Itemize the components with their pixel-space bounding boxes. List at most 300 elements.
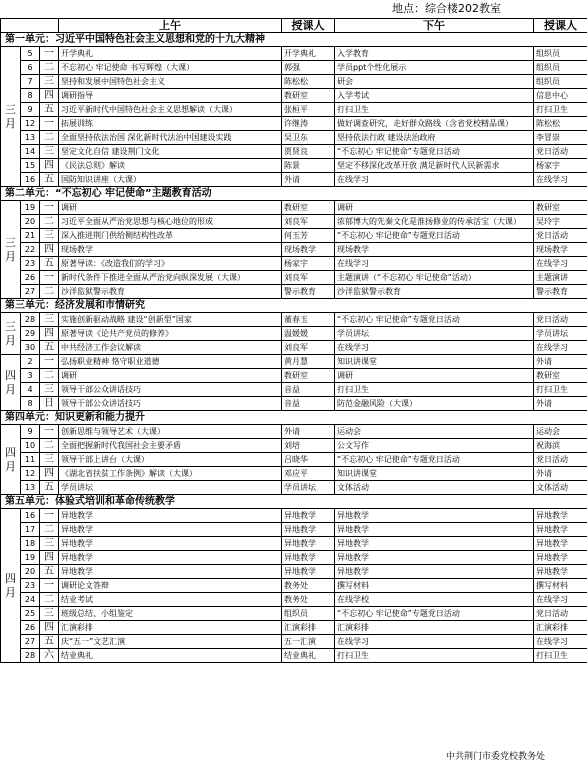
schedule-row xyxy=(1,565,587,579)
unit-title: 第四单元：知识更新和能力提升 xyxy=(1,411,587,425)
schedule-row xyxy=(1,313,587,327)
cell-morning-teacher: 黄月慧 xyxy=(282,355,335,369)
footer-organizer: 中共荆门市委党校教务处 xyxy=(445,752,545,762)
month-label: 四月 xyxy=(1,509,21,663)
cell-afternoon-teacher: 异地教学 xyxy=(534,523,587,537)
cell-afternoon-teacher: 在线学习 xyxy=(534,341,587,355)
cell-weekday: 五 xyxy=(40,257,59,271)
cell-afternoon-course: 打扫卫生 xyxy=(335,103,534,117)
header-teacher-am: 授课人 xyxy=(282,19,335,33)
cell-morning-teacher: 何玉芳 xyxy=(282,229,335,243)
cell-morning-teacher: 组织员 xyxy=(282,607,335,621)
cell-morning-course: 异地教学 xyxy=(59,523,282,537)
schedule-row xyxy=(1,537,587,551)
cell-date: 21 xyxy=(21,229,40,243)
cell-morning-course: 开学典礼 xyxy=(59,47,282,61)
cell-morning-course: 沙洋监狱警示教育 xyxy=(59,285,282,299)
cell-morning-course: 习近平新时代中国特色社会主义思想解读（大课） xyxy=(59,103,282,117)
cell-weekday: 一 xyxy=(40,579,59,593)
schedule-row xyxy=(1,467,587,481)
cell-morning-teacher: 外请 xyxy=(282,425,335,439)
cell-afternoon-course: 撰写材料 xyxy=(335,579,534,593)
schedule-row xyxy=(1,397,587,411)
unit-row xyxy=(1,187,587,201)
cell-date: 9 xyxy=(21,103,40,117)
cell-afternoon-course: 在线学习 xyxy=(335,173,534,187)
schedule-row xyxy=(1,551,587,565)
month-label: 三月 xyxy=(1,47,21,187)
cell-afternoon-teacher: 李冒崇 xyxy=(534,131,587,145)
cell-weekday: 一 xyxy=(40,425,59,439)
cell-weekday: 一 xyxy=(40,117,59,131)
cell-afternoon-course: 调研 xyxy=(335,201,534,215)
unit-title: 第三单元：经济发展和市情研究 xyxy=(1,299,587,313)
cell-morning-course: 异地教学 xyxy=(59,565,282,579)
cell-afternoon-course: 做好调查研究，走好群众路线（含省党校精品课） xyxy=(335,117,534,131)
cell-afternoon-teacher: 学员讲坛 xyxy=(534,327,587,341)
cell-date: 6 xyxy=(21,61,40,75)
cell-date: 19 xyxy=(21,201,40,215)
schedule-body xyxy=(1,33,587,663)
cell-afternoon-teacher: 警示教育 xyxy=(534,285,587,299)
cell-morning-course: 调研论文答辩 xyxy=(59,579,282,593)
cell-morning-teacher: 异地教学 xyxy=(282,565,335,579)
cell-afternoon-teacher: 组织员 xyxy=(534,61,587,75)
cell-afternoon-course: 打扫卫生 xyxy=(335,383,534,397)
cell-afternoon-teacher: 在线学习 xyxy=(534,593,587,607)
cell-afternoon-teacher: 打扫卫生 xyxy=(534,103,587,117)
cell-morning-teacher: 教务处 xyxy=(282,579,335,593)
cell-morning-course: 坚定文化自信 建设荆门文化 xyxy=(59,145,282,159)
schedule-row xyxy=(1,229,587,243)
cell-afternoon-course: “不忘初心 牢记使命”专题党日活动 xyxy=(335,145,534,159)
schedule-row xyxy=(1,75,587,89)
cell-weekday: 二 xyxy=(40,215,59,229)
cell-afternoon-course: 异地教学 xyxy=(335,537,534,551)
cell-afternoon-teacher: 异地教学 xyxy=(534,537,587,551)
cell-morning-teacher: 教研室 xyxy=(282,201,335,215)
cell-morning-course: 不忘初心 牢记使命 书写辉煌（大课） xyxy=(59,61,282,75)
cell-date: 28 xyxy=(21,649,40,663)
schedule-row xyxy=(1,635,587,649)
cell-afternoon-course: 现场教学 xyxy=(335,243,534,257)
cell-afternoon-teacher: 教研室 xyxy=(534,369,587,383)
month-label: 三月 xyxy=(1,201,21,299)
cell-morning-course: 领导干部上讲台（大课） xyxy=(59,453,282,467)
cell-afternoon-teacher: 信息中心 xyxy=(534,89,587,103)
cell-afternoon-teacher: 在线学习 xyxy=(534,173,587,187)
cell-morning-teacher: 郭强 xyxy=(282,61,335,75)
cell-date: 4 xyxy=(21,383,40,397)
cell-morning-teacher: 异地教学 xyxy=(282,551,335,565)
cell-afternoon-course: “不忘初心 牢记使命”专题党日活动 xyxy=(335,313,534,327)
cell-afternoon-course: 防范金融风险（大课） xyxy=(335,397,534,411)
cell-afternoon-teacher: 异地教学 xyxy=(534,565,587,579)
cell-afternoon-teacher: 主题演讲 xyxy=(534,271,587,285)
cell-afternoon-teacher: 教研室 xyxy=(534,201,587,215)
schedule-row xyxy=(1,201,587,215)
location-label: 地点：综合楼202教室 xyxy=(392,2,501,15)
cell-weekday: 日 xyxy=(40,397,59,411)
cell-morning-teacher: 教研室 xyxy=(282,89,335,103)
schedule-row xyxy=(1,47,587,61)
cell-afternoon-teacher: 杨家宇 xyxy=(534,159,587,173)
schedule-row xyxy=(1,145,587,159)
schedule-row xyxy=(1,117,587,131)
cell-date: 29 xyxy=(21,327,40,341)
cell-afternoon-course: 主题演讲（“不忘初心 牢记使命”活动） xyxy=(335,271,534,285)
cell-afternoon-teacher: 在线学习 xyxy=(534,257,587,271)
cell-morning-teacher: 许继涛 xyxy=(282,117,335,131)
cell-morning-teacher: 异地教学 xyxy=(282,537,335,551)
cell-afternoon-teacher: 打扫卫生 xyxy=(534,649,587,663)
cell-morning-course: 新时代条件下推进全面从严治党向纵深发展（大课） xyxy=(59,271,282,285)
cell-afternoon-course: 坚持依法行政 建设法治政府 xyxy=(335,131,534,145)
cell-morning-teacher: 学员讲坛 xyxy=(282,481,335,495)
cell-morning-teacher: 吴卫东 xyxy=(282,131,335,145)
cell-weekday: 六 xyxy=(40,649,59,663)
schedule-row xyxy=(1,285,587,299)
schedule-row xyxy=(1,509,587,523)
cell-weekday: 一 xyxy=(40,271,59,285)
cell-afternoon-course: 知识讲课堂 xyxy=(335,355,534,369)
cell-weekday: 二 xyxy=(40,369,59,383)
cell-weekday: 五 xyxy=(40,565,59,579)
cell-afternoon-teacher: 组织员 xyxy=(534,75,587,89)
cell-weekday: 四 xyxy=(40,621,59,635)
schedule-row xyxy=(1,481,587,495)
cell-weekday: 三 xyxy=(40,313,59,327)
cell-weekday: 二 xyxy=(40,61,59,75)
schedule-row xyxy=(1,579,587,593)
cell-weekday: 四 xyxy=(40,551,59,565)
schedule-row xyxy=(1,61,587,75)
cell-date: 12 xyxy=(21,117,40,131)
cell-weekday: 五 xyxy=(40,635,59,649)
schedule-row xyxy=(1,649,587,663)
cell-morning-course: 调研 xyxy=(59,201,282,215)
cell-morning-teacher: 董春玉 xyxy=(282,313,335,327)
cell-morning-teacher: 贾贤良 xyxy=(282,145,335,159)
unit-title: 第二单元：“不忘初心 牢记使命”主题教育活动 xyxy=(1,187,587,201)
cell-morning-teacher: 刘培 xyxy=(282,439,335,453)
cell-afternoon-course: 汇演彩排 xyxy=(335,621,534,635)
cell-morning-course: 实施创新驱动战略 建设“创新型”国家 xyxy=(59,313,282,327)
cell-date: 27 xyxy=(21,285,40,299)
cell-afternoon-course: 知识讲课堂 xyxy=(335,467,534,481)
cell-weekday: 四 xyxy=(40,467,59,481)
cell-afternoon-course: 异地教学 xyxy=(335,509,534,523)
cell-morning-course: 国防知识讲座（大课） xyxy=(59,173,282,187)
cell-afternoon-course: 学员ppt个性化展示 xyxy=(335,61,534,75)
cell-morning-teacher: 陈景 xyxy=(282,159,335,173)
schedule-row xyxy=(1,159,587,173)
cell-morning-course: 班级总结、小组鉴定 xyxy=(59,607,282,621)
cell-afternoon-teacher: 汇演彩排 xyxy=(534,621,587,635)
cell-date: 25 xyxy=(21,607,40,621)
cell-morning-teacher: 教务处 xyxy=(282,593,335,607)
cell-morning-course: 全面坚持依法治国 深化新时代法治中国建设实践 xyxy=(59,131,282,145)
unit-row xyxy=(1,495,587,509)
cell-morning-teacher: 刘良军 xyxy=(282,215,335,229)
schedule-row xyxy=(1,341,587,355)
cell-weekday: 一 xyxy=(40,201,59,215)
cell-weekday: 五 xyxy=(40,173,59,187)
cell-afternoon-teacher: 党日活动 xyxy=(534,453,587,467)
cell-weekday: 四 xyxy=(40,89,59,103)
cell-date: 24 xyxy=(21,593,40,607)
cell-weekday: 三 xyxy=(40,607,59,621)
cell-morning-course: 结业考试 xyxy=(59,593,282,607)
cell-afternoon-teacher: 在线学习 xyxy=(534,635,587,649)
cell-date: 26 xyxy=(21,271,40,285)
cell-weekday: 二 xyxy=(40,439,59,453)
cell-morning-course: 学员讲坛 xyxy=(59,481,282,495)
cell-afternoon-course: 异地教学 xyxy=(335,565,534,579)
schedule-row xyxy=(1,173,587,187)
cell-date: 13 xyxy=(21,131,40,145)
cell-afternoon-teacher: 现场教学 xyxy=(534,243,587,257)
cell-weekday: 三 xyxy=(40,537,59,551)
schedule-row xyxy=(1,89,587,103)
cell-morning-course: 原著导读《论共产党员的修养》 xyxy=(59,327,282,341)
cell-afternoon-teacher: 撰写材料 xyxy=(534,579,587,593)
cell-date: 26 xyxy=(21,621,40,635)
schedule-row xyxy=(1,425,587,439)
cell-date: 12 xyxy=(21,467,40,481)
cell-morning-course: 《湖北省扶贫工作条例》解读（大课） xyxy=(59,467,282,481)
cell-morning-teacher: 异地教学 xyxy=(282,523,335,537)
cell-date: 15 xyxy=(21,159,40,173)
schedule-row xyxy=(1,523,587,537)
cell-morning-course: 调研指导 xyxy=(59,89,282,103)
cell-morning-teacher: 五一汇演 xyxy=(282,635,335,649)
cell-weekday: 四 xyxy=(40,327,59,341)
cell-afternoon-course: 坚定不移深化改革开放 满足新时代人民新需求 xyxy=(335,159,534,173)
cell-morning-course: 异地教学 xyxy=(59,551,282,565)
cell-afternoon-course: 文体活动 xyxy=(335,481,534,495)
cell-date: 16 xyxy=(21,509,40,523)
cell-morning-course: 领导干部公众讲话技巧 xyxy=(59,383,282,397)
cell-date: 20 xyxy=(21,215,40,229)
schedule-table xyxy=(0,18,587,663)
schedule-row xyxy=(1,243,587,257)
cell-morning-teacher: 外请 xyxy=(282,173,335,187)
cell-afternoon-teacher: 陈松松 xyxy=(534,117,587,131)
schedule-row xyxy=(1,271,587,285)
cell-weekday: 一 xyxy=(40,355,59,369)
cell-weekday: 三 xyxy=(40,229,59,243)
schedule-row xyxy=(1,621,587,635)
cell-morning-course: 创新思维与领导艺术（大课） xyxy=(59,425,282,439)
cell-morning-teacher: 教研室 xyxy=(282,369,335,383)
cell-afternoon-teacher: 党日活动 xyxy=(534,229,587,243)
cell-afternoon-course: 在线学习 xyxy=(335,257,534,271)
schedule-row xyxy=(1,131,587,145)
cell-afternoon-teacher: 打扫卫生 xyxy=(534,383,587,397)
schedule-row xyxy=(1,355,587,369)
schedule-row xyxy=(1,369,587,383)
cell-weekday: 五 xyxy=(40,341,59,355)
month-label: 三月 xyxy=(1,313,21,355)
cell-date: 27 xyxy=(21,635,40,649)
schedule-row xyxy=(1,439,587,453)
cell-date: 28 xyxy=(21,313,40,327)
cell-afternoon-course: 研会 xyxy=(335,75,534,89)
header-blank xyxy=(1,19,59,33)
cell-morning-teacher: 刘良军 xyxy=(282,271,335,285)
cell-morning-teacher: 音益 xyxy=(282,397,335,411)
cell-afternoon-course: “不忘初心 牢记使命”专题党日活动 xyxy=(335,607,534,621)
header-row xyxy=(1,19,587,33)
cell-afternoon-course: 异地教学 xyxy=(335,551,534,565)
cell-afternoon-teacher: 党日活动 xyxy=(534,145,587,159)
cell-afternoon-course: 在线学习 xyxy=(335,341,534,355)
cell-date: 20 xyxy=(21,565,40,579)
cell-date: 16 xyxy=(21,173,40,187)
schedule-row xyxy=(1,607,587,621)
month-label: 四月 xyxy=(1,425,21,495)
cell-morning-course: 现场教学 xyxy=(59,243,282,257)
cell-date: 14 xyxy=(21,145,40,159)
cell-date: 11 xyxy=(21,453,40,467)
cell-date: 22 xyxy=(21,243,40,257)
cell-afternoon-course: 入学教育 xyxy=(335,47,534,61)
cell-afternoon-teacher: 文体活动 xyxy=(534,481,587,495)
cell-morning-course: 领导干部公众讲话技巧 xyxy=(59,397,282,411)
cell-morning-course: 异地教学 xyxy=(59,537,282,551)
schedule-row xyxy=(1,257,587,271)
cell-date: 19 xyxy=(21,551,40,565)
cell-morning-course: 习近平全面从严治党思想与核心地位的形成 xyxy=(59,215,282,229)
cell-morning-course: 坚持和发展中国特色社会主义 xyxy=(59,75,282,89)
cell-morning-course: 调研 xyxy=(59,369,282,383)
cell-weekday: 三 xyxy=(40,453,59,467)
cell-morning-teacher: 异地教学 xyxy=(282,509,335,523)
cell-weekday: 五 xyxy=(40,481,59,495)
cell-morning-teacher: 吕晓华 xyxy=(282,453,335,467)
cell-morning-course: 庆“五一”文艺汇演 xyxy=(59,635,282,649)
cell-date: 10 xyxy=(21,439,40,453)
cell-weekday: 一 xyxy=(40,47,59,61)
cell-morning-course: 拓展训练 xyxy=(59,117,282,131)
cell-date: 7 xyxy=(21,75,40,89)
cell-morning-course: 全面把握新时代我国社会主要矛盾 xyxy=(59,439,282,453)
cell-afternoon-teacher: 组织员 xyxy=(534,47,587,61)
cell-weekday: 三 xyxy=(40,75,59,89)
cell-afternoon-course: 入学考试 xyxy=(335,89,534,103)
cell-date: 17 xyxy=(21,523,40,537)
cell-afternoon-teacher: 异地教学 xyxy=(534,509,587,523)
cell-date: 8 xyxy=(21,89,40,103)
cell-date: 9 xyxy=(21,425,40,439)
month-label: 四月 xyxy=(1,355,21,411)
unit-title: 第一单元：习近平中国特色社会主义思想和党的十九大精神 xyxy=(1,33,587,47)
schedule-row xyxy=(1,593,587,607)
cell-morning-teacher: 开学典礼 xyxy=(282,47,335,61)
cell-morning-course: 结业典礼 xyxy=(59,649,282,663)
cell-morning-teacher: 邓应平 xyxy=(282,467,335,481)
cell-afternoon-course: 公文写作 xyxy=(335,439,534,453)
header-teacher-pm: 授课人 xyxy=(534,19,587,33)
header-morning: 上午 xyxy=(59,19,282,33)
cell-date: 3 xyxy=(21,369,40,383)
cell-morning-course: 深入推进荆门供给侧结构性改革 xyxy=(59,229,282,243)
unit-row xyxy=(1,299,587,313)
cell-date: 13 xyxy=(21,481,40,495)
cell-weekday: 四 xyxy=(40,159,59,173)
cell-morning-teacher: 音益 xyxy=(282,383,335,397)
schedule-row xyxy=(1,383,587,397)
unit-row xyxy=(1,411,587,425)
cell-afternoon-course: “不忘初心 牢记使命”专题党日活动 xyxy=(335,453,534,467)
cell-morning-teacher: 陈松松 xyxy=(282,75,335,89)
cell-date: 5 xyxy=(21,47,40,61)
cell-afternoon-teacher: 外请 xyxy=(534,355,587,369)
cell-afternoon-course: 浓郁博大的先秦文化是淮扬修业的传承活宝（大课） xyxy=(335,215,534,229)
cell-morning-course: 弘扬职业精神 恪守职业道德 xyxy=(59,355,282,369)
cell-weekday: 五 xyxy=(40,103,59,117)
cell-date: 23 xyxy=(21,257,40,271)
cell-morning-teacher: 张桓平 xyxy=(282,103,335,117)
cell-afternoon-teacher: 运动会 xyxy=(534,425,587,439)
cell-date: 2 xyxy=(21,355,40,369)
cell-afternoon-course: 在线学习 xyxy=(335,635,534,649)
header-afternoon: 下午 xyxy=(335,19,534,33)
cell-morning-course: 异地教学 xyxy=(59,509,282,523)
cell-date: 23 xyxy=(21,579,40,593)
cell-weekday: 一 xyxy=(40,509,59,523)
schedule-row xyxy=(1,327,587,341)
cell-afternoon-course: “不忘初心 牢记使命”专题党日活动 xyxy=(335,229,534,243)
cell-afternoon-course: 运动会 xyxy=(335,425,534,439)
cell-weekday: 二 xyxy=(40,523,59,537)
cell-morning-teacher: 刘良军 xyxy=(282,341,335,355)
cell-morning-teacher: 汇演彩排 xyxy=(282,621,335,635)
cell-morning-course: 原著导读：《改造我们的学习》 xyxy=(59,257,282,271)
unit-title: 第五单元：体验式培训和革命传统教学 xyxy=(1,495,587,509)
cell-afternoon-course: 学员讲坛 xyxy=(335,327,534,341)
cell-afternoon-teacher: 外请 xyxy=(534,467,587,481)
cell-morning-course: 汇演彩排 xyxy=(59,621,282,635)
cell-afternoon-course: 调研 xyxy=(335,369,534,383)
schedule-row xyxy=(1,215,587,229)
cell-afternoon-course: 在线学校 xyxy=(335,593,534,607)
cell-weekday: 二 xyxy=(40,131,59,145)
cell-afternoon-teacher: 党日活动 xyxy=(534,313,587,327)
unit-row xyxy=(1,33,587,47)
cell-afternoon-teacher: 党日活动 xyxy=(534,607,587,621)
cell-morning-course: 中共经济工作会议解读 xyxy=(59,341,282,355)
cell-weekday: 四 xyxy=(40,243,59,257)
cell-morning-course: 《民法总则》解读 xyxy=(59,159,282,173)
cell-afternoon-teacher: 异地教学 xyxy=(534,551,587,565)
cell-afternoon-course: 异地教学 xyxy=(335,523,534,537)
cell-afternoon-course: 沙洋监狱警示教育 xyxy=(335,285,534,299)
cell-morning-teacher: 结业典礼 xyxy=(282,649,335,663)
cell-morning-teacher: 现场教学 xyxy=(282,243,335,257)
cell-afternoon-teacher: 祝海滨 xyxy=(534,439,587,453)
cell-morning-teacher: 警示教育 xyxy=(282,285,335,299)
cell-weekday: 三 xyxy=(40,383,59,397)
cell-date: 18 xyxy=(21,537,40,551)
cell-afternoon-course: 打扫卫生 xyxy=(335,649,534,663)
cell-weekday: 二 xyxy=(40,593,59,607)
cell-afternoon-teacher: 吴玲宇 xyxy=(534,215,587,229)
cell-weekday: 二 xyxy=(40,285,59,299)
cell-morning-teacher: 杨家宇 xyxy=(282,257,335,271)
cell-afternoon-teacher: 外请 xyxy=(534,397,587,411)
